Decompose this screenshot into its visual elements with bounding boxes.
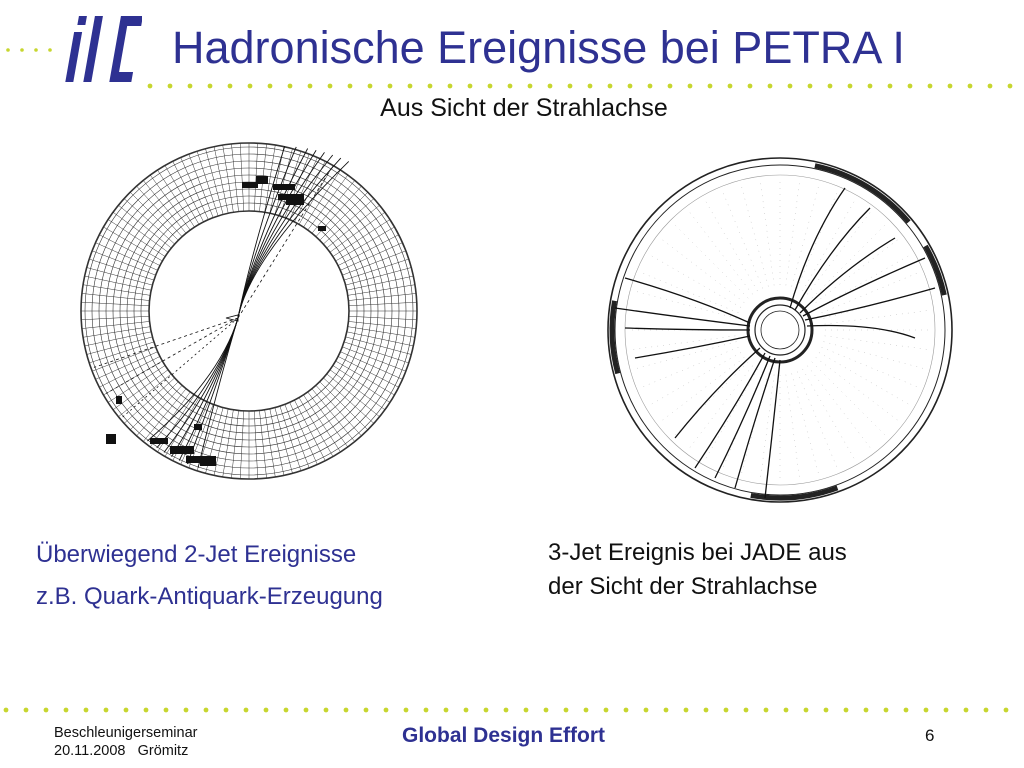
three-jet-jade-event-display bbox=[595, 148, 955, 518]
right-caption bbox=[548, 536, 847, 604]
footer-info bbox=[54, 724, 197, 760]
footer-organization: Global Design Effort bbox=[402, 724, 606, 747]
right-caption-line2: der Sicht der Strahlachse bbox=[548, 573, 818, 600]
slide-subtitle: Aus Sicht der Strahlachse bbox=[380, 94, 668, 122]
footer-seminar: Beschleunigerseminar bbox=[54, 725, 198, 741]
page-number: 6 bbox=[925, 726, 935, 745]
two-jet-event-display bbox=[78, 140, 420, 482]
left-caption-line1: Überwiegend 2-Jet Ereignisse bbox=[36, 541, 357, 568]
footer-date-location: 20.11.2008 Grömitz bbox=[54, 743, 189, 759]
ilc-logo-icon bbox=[62, 10, 142, 90]
left-caption bbox=[36, 534, 383, 618]
left-caption-line2: z.B. Quark-Antiquark-Erzeugung bbox=[36, 583, 383, 610]
slide-title: Hadronische Ereignisse bei PETRA I bbox=[172, 22, 905, 73]
footer-dot-rule bbox=[0, 700, 1024, 720]
right-caption-line1: 3-Jet Ereignis bei JADE aus bbox=[548, 539, 847, 566]
